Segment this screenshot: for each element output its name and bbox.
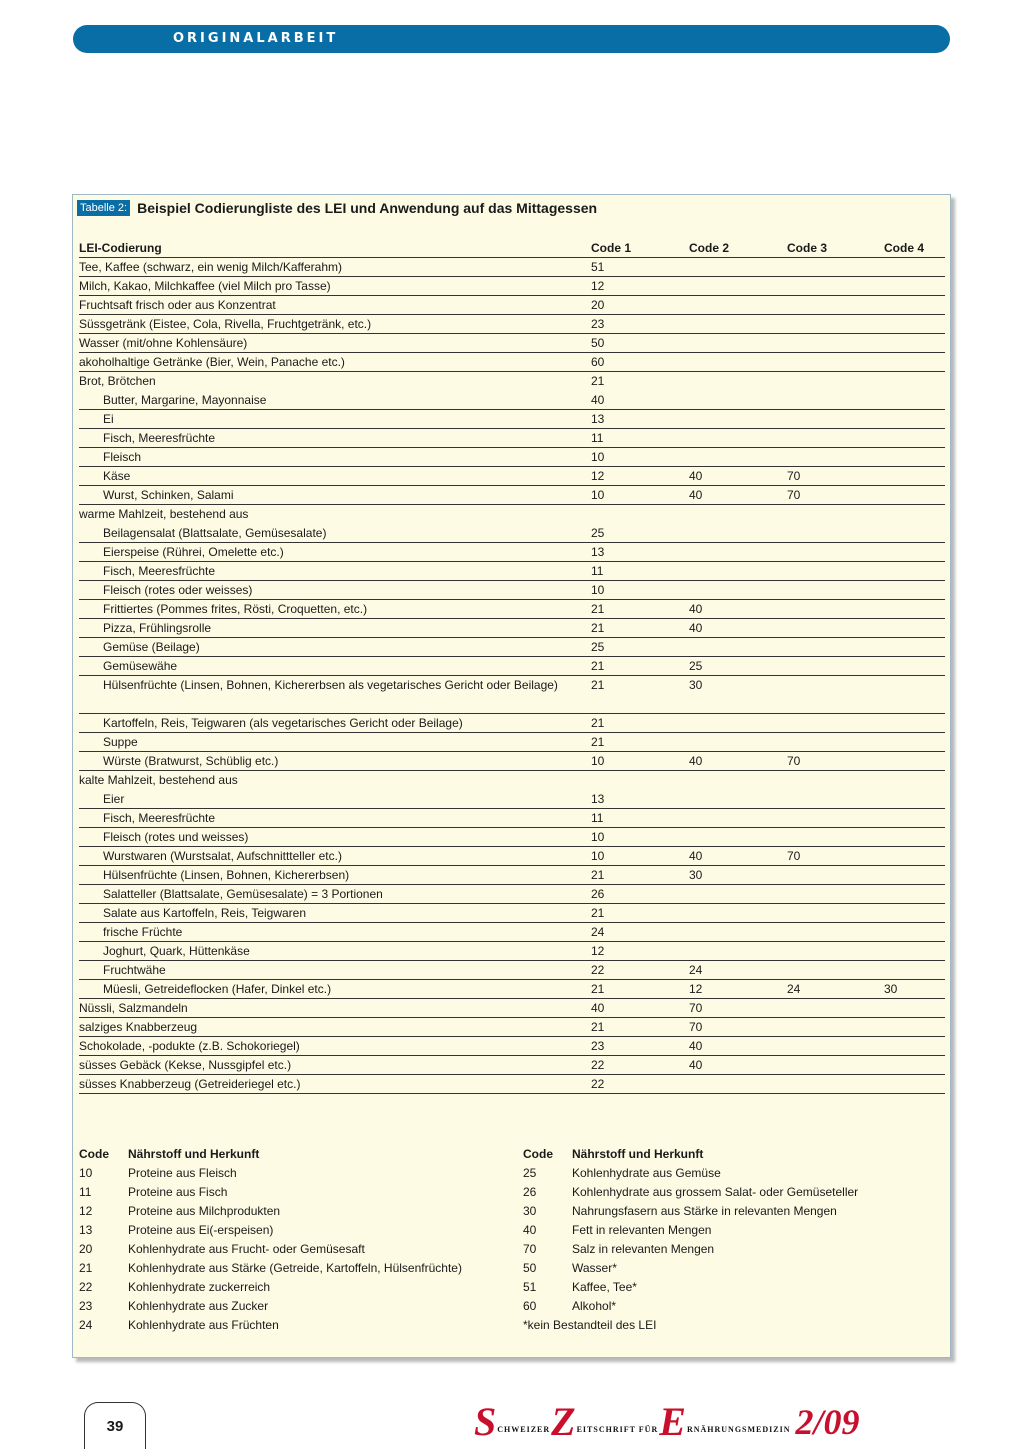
legend-item <box>523 1221 943 1240</box>
table-row <box>79 505 945 524</box>
code1-cell: 13 <box>591 412 605 426</box>
code1-cell: 21 <box>591 602 605 616</box>
row-label: Brot, Brötchen <box>79 374 156 388</box>
code1-cell: 11 <box>591 564 604 578</box>
row-label: Gemüse (Beilage) <box>103 640 200 654</box>
code1-cell: 10 <box>591 754 605 768</box>
code1-cell: 12 <box>591 469 605 483</box>
row-label: süsses Knabberzeug (Getreideriegel etc.) <box>79 1077 301 1091</box>
table-row <box>79 999 945 1018</box>
legend-item <box>523 1183 943 1202</box>
legend-item <box>79 1164 519 1183</box>
legend-item <box>79 1240 519 1259</box>
row-label: Fruchtsaft frisch oder aus Konzentrat <box>79 298 276 312</box>
journal-logo <box>474 1398 860 1442</box>
legend-desc: Salz in relevanten Mengen <box>572 1242 715 1256</box>
code1-cell: 12 <box>591 944 605 958</box>
code1-cell: 40 <box>591 1001 605 1015</box>
table-row <box>79 486 945 505</box>
legend-header-desc: Nährstoff und Herkunft <box>128 1147 260 1161</box>
row-label: Würste (Bratwurst, Schüblig etc.) <box>103 754 279 768</box>
code1-cell: 10 <box>591 849 605 863</box>
legend-code: 23 <box>79 1299 93 1313</box>
table-row <box>79 581 945 600</box>
table-row <box>79 353 945 372</box>
code3-cell: 24 <box>787 982 801 996</box>
legend-header-row <box>523 1145 943 1164</box>
legend-code: 51 <box>523 1280 537 1294</box>
legend-code: 24 <box>79 1318 93 1332</box>
legend-item <box>523 1240 943 1259</box>
row-label: Müesli, Getreideflocken (Hafer, Dinkel etc.) <box>103 982 332 996</box>
table-row <box>79 315 945 334</box>
code1-cell: 10 <box>591 583 605 597</box>
table-row <box>79 296 945 315</box>
journal-letter-s: S <box>474 1399 497 1444</box>
legend-left-column <box>79 1145 519 1335</box>
legend-desc: Proteine aus Milchprodukten <box>128 1204 281 1218</box>
table-row <box>79 904 945 923</box>
row-label: Kartoffeln, Reis, Teigwaren (als vegetarisches Gericht oder Beilage) <box>103 716 463 730</box>
row-label: Nüssli, Salzmandeln <box>79 1001 188 1015</box>
row-label: akoholhaltige Getränke (Bier, Wein, Panache etc.) <box>79 355 345 369</box>
legend-item <box>79 1278 519 1297</box>
table-row <box>79 961 945 980</box>
row-label: frische Früchte <box>103 925 183 939</box>
row-label: Suppe <box>103 735 138 749</box>
row-label: süsses Gebäck (Kekse, Nussgipfel etc.) <box>79 1058 292 1072</box>
table-row <box>79 619 945 638</box>
row-label: Tee, Kaffee (schwarz, ein wenig Milch/Kafferahm) <box>79 260 343 274</box>
row-label: Salate aus Kartoffeln, Reis, Teigwaren <box>103 906 307 920</box>
row-label: Wasser (mit/ohne Kohlensäure) <box>79 336 248 350</box>
code1-cell: 21 <box>591 374 605 388</box>
legend-item <box>523 1164 943 1183</box>
table-row <box>79 543 945 562</box>
legend-code: 12 <box>79 1204 93 1218</box>
code1-cell: 40 <box>591 393 605 407</box>
table-row <box>79 1075 945 1094</box>
table-row <box>79 714 945 733</box>
legend-desc: Kohlenhydrate aus Zucker <box>128 1299 269 1313</box>
legend-item <box>523 1202 943 1221</box>
legend-item <box>79 1297 519 1316</box>
legend-code: 26 <box>523 1185 537 1199</box>
legend-desc: Proteine aus Ei(-erspeisen) <box>128 1223 274 1237</box>
legend-desc: Nahrungsfasern aus Stärke in relevanten Mengen <box>572 1204 837 1218</box>
section-header-bar <box>73 25 950 53</box>
code1-cell: 11 <box>591 811 604 825</box>
legend-right-column <box>523 1145 943 1335</box>
legend-desc: *kein Bestandteil des LEI <box>523 1318 657 1332</box>
row-label: Süssgetränk (Eistee, Cola, Rivella, Fruchtgetränk, etc.) <box>79 317 372 331</box>
code1-cell: 25 <box>591 640 605 654</box>
legend-item <box>79 1259 519 1278</box>
row-label: Fisch, Meeresfrüchte <box>103 431 216 445</box>
table-row <box>79 600 945 619</box>
code1-cell: 13 <box>591 792 605 806</box>
table-tag: Tabelle 2: <box>77 200 130 216</box>
code1-cell: 13 <box>591 545 605 559</box>
table-row <box>79 790 945 809</box>
code3-cell: 70 <box>787 488 801 502</box>
code2-cell: 25 <box>689 659 703 673</box>
legend-item <box>79 1221 519 1240</box>
journal-issue: 2/09 <box>795 1402 860 1442</box>
row-label: Käse <box>103 469 131 483</box>
code1-cell: 21 <box>591 1020 605 1034</box>
code1-cell: 21 <box>591 868 605 882</box>
table-row <box>79 277 945 296</box>
legend-item <box>79 1202 519 1221</box>
code1-cell: 25 <box>591 526 605 540</box>
legend-desc: Kohlenhydrate zuckerreich <box>128 1280 271 1294</box>
legend-desc: Kohlenhydrate aus Frucht- oder Gemüsesaft <box>128 1242 365 1256</box>
row-label: warme Mahlzeit, bestehend aus <box>79 507 249 521</box>
code2-cell: 40 <box>689 621 703 635</box>
column-header-code4: Code 4 <box>884 241 925 255</box>
code2-cell: 12 <box>689 982 703 996</box>
code3-cell: 70 <box>787 469 801 483</box>
table-row <box>79 410 945 429</box>
code1-cell: 21 <box>591 621 605 635</box>
legend-code: 13 <box>79 1223 93 1237</box>
code1-cell: 24 <box>591 925 605 939</box>
table-row <box>79 676 945 714</box>
row-label: Joghurt, Quark, Hüttenkäse <box>103 944 250 958</box>
row-label: Hülsenfrüchte (Linsen, Bohnen, Kichererbsen) <box>103 868 350 882</box>
row-label: Ei <box>103 412 114 426</box>
journal-letter-z: Z <box>551 1399 576 1444</box>
code2-cell: 40 <box>689 754 703 768</box>
table-row <box>79 752 945 771</box>
code1-cell: 21 <box>591 659 605 673</box>
row-label: Salatteller (Blattsalate, Gemüsesalate) = 3 Portionen <box>103 887 383 901</box>
journal-letter-e: E <box>659 1399 686 1444</box>
code1-cell: 21 <box>591 716 605 730</box>
table-row <box>79 657 945 676</box>
legend-desc: Kohlenhydrate aus grossem Salat- oder Gemüseteller <box>572 1185 859 1199</box>
row-label: Butter, Margarine, Mayonnaise <box>103 393 267 407</box>
legend-header-desc: Nährstoff und Herkunft <box>572 1147 704 1161</box>
code1-cell: 21 <box>591 735 605 749</box>
row-label: Eier <box>103 792 125 806</box>
code1-cell: 10 <box>591 488 605 502</box>
table-row <box>79 828 945 847</box>
code1-cell: 10 <box>591 450 605 464</box>
table-header-row <box>79 239 945 258</box>
legend-header-code: Code <box>523 1147 553 1161</box>
legend-code: 25 <box>523 1166 537 1180</box>
code2-cell: 30 <box>689 678 703 692</box>
legend-desc: Fett in relevanten Mengen <box>572 1223 712 1237</box>
legend-item <box>79 1183 519 1202</box>
legend-item <box>523 1278 943 1297</box>
row-label: Fleisch (rotes und weisses) <box>103 830 249 844</box>
table-row <box>79 448 945 467</box>
code2-cell: 40 <box>689 469 703 483</box>
table-row <box>79 391 945 410</box>
legend-desc: Kaffee, Tee* <box>572 1280 637 1294</box>
table-row <box>79 866 945 885</box>
legend-desc: Proteine aus Fleisch <box>128 1166 237 1180</box>
table-row <box>79 372 945 391</box>
legend-header-row <box>79 1145 519 1164</box>
code1-cell: 21 <box>591 906 605 920</box>
legend-desc: Proteine aus Fisch <box>128 1185 228 1199</box>
legend-code: 21 <box>79 1261 93 1275</box>
row-label: Beilagensalat (Blattsalate, Gemüsesalate) <box>103 526 327 540</box>
row-label: Frittiertes (Pommes frites, Rösti, Croquetten, etc.) <box>103 602 368 616</box>
code1-cell: 21 <box>591 678 605 692</box>
legend-item <box>79 1316 519 1335</box>
journal-word-1: CHWEIZER <box>497 1425 551 1434</box>
table-title-row <box>77 199 597 217</box>
code2-cell: 24 <box>689 963 703 977</box>
row-label: Fruchtwähe <box>103 963 166 977</box>
code3-cell: 70 <box>787 849 801 863</box>
column-header-code2: Code 2 <box>689 241 730 255</box>
legend-desc: Alkohol* <box>572 1299 617 1313</box>
legend-desc: Kohlenhydrate aus Früchten <box>128 1318 279 1332</box>
legend-code: 20 <box>79 1242 93 1256</box>
legend-code: 11 <box>79 1185 92 1199</box>
column-header-code1: Code 1 <box>591 241 632 255</box>
row-label: Eierspeise (Rührei, Omelette etc.) <box>103 545 284 559</box>
code1-cell: 23 <box>591 317 605 331</box>
code2-cell: 70 <box>689 1020 703 1034</box>
row-label: Pizza, Frühlingsrolle <box>103 621 212 635</box>
legend-code: 30 <box>523 1204 537 1218</box>
journal-word-2: EITSCHRIFT FÜR <box>576 1425 659 1434</box>
row-label: Fisch, Meeresfrüchte <box>103 811 216 825</box>
code1-cell: 12 <box>591 279 605 293</box>
code1-cell: 60 <box>591 355 605 369</box>
table-row <box>79 809 945 828</box>
table-row <box>79 562 945 581</box>
table-panel <box>72 194 951 1358</box>
code1-cell: 51 <box>591 260 605 274</box>
code2-cell: 30 <box>689 868 703 882</box>
row-label: Fisch, Meeresfrüchte <box>103 564 216 578</box>
legend-code: 50 <box>523 1261 537 1275</box>
legend-code: 10 <box>79 1166 93 1180</box>
row-label: Gemüsewähe <box>103 659 178 673</box>
row-label: Hülsenfrüchte (Linsen, Bohnen, Kichererbsen als vegetarisches Gericht oder Beilage) <box>103 678 558 692</box>
table-row <box>79 1037 945 1056</box>
code1-cell: 22 <box>591 963 605 977</box>
table-row <box>79 638 945 657</box>
coding-table <box>79 239 945 1094</box>
code1-cell: 26 <box>591 887 605 901</box>
row-label: Fleisch (rotes oder weisses) <box>103 583 253 597</box>
table-row <box>79 467 945 486</box>
table-row <box>79 980 945 999</box>
page-number: 39 <box>84 1402 146 1449</box>
code1-cell: 23 <box>591 1039 605 1053</box>
table-row <box>79 1018 945 1037</box>
legend-desc: Kohlenhydrate aus Gemüse <box>572 1166 721 1180</box>
code1-cell: 50 <box>591 336 605 350</box>
row-label: Schokolade, -podukte (z.B. Schokoriegel) <box>79 1039 300 1053</box>
code1-cell: 20 <box>591 298 605 312</box>
code1-cell: 21 <box>591 982 605 996</box>
legend-code: 22 <box>79 1280 93 1294</box>
table-row <box>79 942 945 961</box>
table-row <box>79 923 945 942</box>
legend-code: 70 <box>523 1242 537 1256</box>
code1-cell: 22 <box>591 1077 605 1091</box>
table-row <box>79 429 945 448</box>
legend-code: 60 <box>523 1299 537 1313</box>
row-label: Fleisch <box>103 450 142 464</box>
legend-item <box>523 1316 943 1335</box>
row-label: Wurst, Schinken, Salami <box>103 488 234 502</box>
table-row <box>79 733 945 752</box>
column-header-code3: Code 3 <box>787 241 828 255</box>
column-header-lei: LEI-Codierung <box>79 241 162 255</box>
code4-cell: 30 <box>884 982 898 996</box>
code2-cell: 40 <box>689 602 703 616</box>
table-row <box>79 524 945 543</box>
table-row <box>79 334 945 353</box>
code2-cell: 40 <box>689 488 703 502</box>
legend-desc: Wasser* <box>572 1261 617 1275</box>
code1-cell: 11 <box>591 431 604 445</box>
legend-item <box>523 1297 943 1316</box>
table-row <box>79 258 945 277</box>
table-row <box>79 847 945 866</box>
code3-cell: 70 <box>787 754 801 768</box>
code2-cell: 40 <box>689 1039 703 1053</box>
code2-cell: 70 <box>689 1001 703 1015</box>
legend-desc: Kohlenhydrate aus Stärke (Getreide, Kartoffeln, Hülsenfrüchte) <box>128 1261 462 1275</box>
row-label: Milch, Kakao, Milchkaffee (viel Milch pro Tasse) <box>79 279 331 293</box>
table-title: Beispiel Codierungliste des LEI und Anwendung auf das Mittagessen <box>137 200 598 216</box>
table-row <box>79 885 945 904</box>
code2-cell: 40 <box>689 849 703 863</box>
journal-word-3: RNÄHRUNGSMEDIZIN <box>686 1425 791 1434</box>
code1-cell: 22 <box>591 1058 605 1072</box>
row-label: Wurstwaren (Wurstsalat, Aufschnittteller etc.) <box>103 849 342 863</box>
legend-header-code: Code <box>79 1147 109 1161</box>
row-label: salziges Knabberzeug <box>79 1020 198 1034</box>
code2-cell: 40 <box>689 1058 703 1072</box>
legend-code: 40 <box>523 1223 537 1237</box>
code1-cell: 10 <box>591 830 605 844</box>
section-label: ORIGINALARBEIT <box>173 31 339 46</box>
table-row <box>79 771 945 790</box>
legend-item <box>523 1259 943 1278</box>
table-row <box>79 1056 945 1075</box>
row-label: kalte Mahlzeit, bestehend aus <box>79 773 238 787</box>
